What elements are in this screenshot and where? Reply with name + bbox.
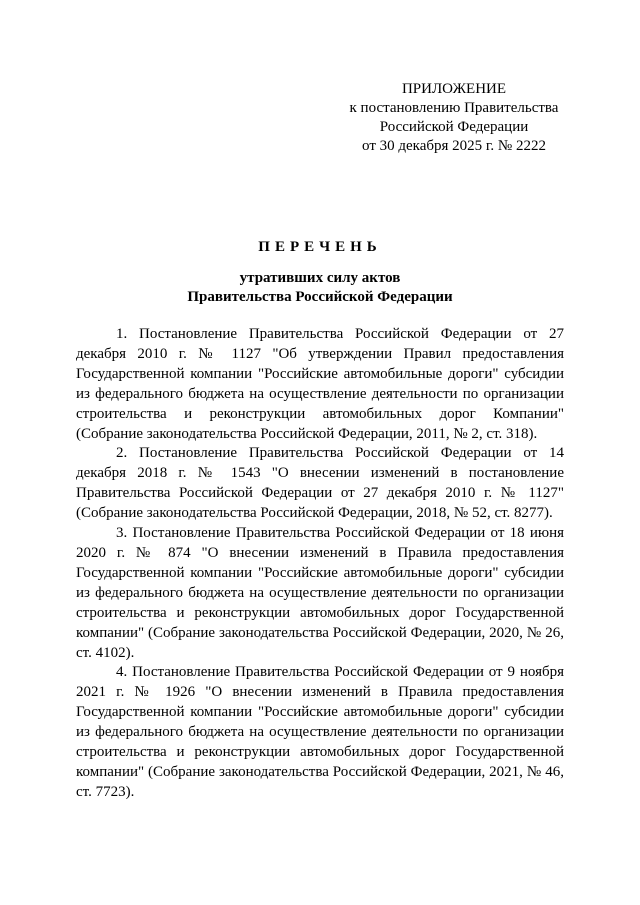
list-item-3: 3. Постановление Правительства Российской Федерации от 18 июня 2020 г. № 874 "О внесении изменений в Правила предоставления Государственной компании "Российские автомобильные дороги" субсидии из федерального бюджета на осуществление деятельности по организации строительства и реконструкции автомобильных дорог Государственной компании" (Собрание законодательства Российской Федерации, 2020, № 26, ст. 4102).	[76, 525, 564, 661]
subtitle-line-1: утративших силу актов	[239, 270, 401, 286]
appendix-authority: Российской Федерации	[379, 119, 529, 135]
appendix-date-number: от 30 декабря 2025 г. № 2222	[362, 138, 546, 154]
appendix-header	[334, 80, 574, 156]
list-item-2: 2. Постановление Правительства Российской Федерации от 14 декабря 2018 г. № 1543 "О внесении изменений в постановление Правительства Российской Федерации от 27 декабря 2010 г. № 1127" (Собрание законодательства Российской Федерации, 2018, № 52, ст. 8277).	[76, 445, 564, 522]
subtitle-line-2: Правительства Российской Федерации	[187, 289, 453, 305]
list-item-4: 4. Постановление Правительства Российской Федерации от 9 ноября 2021 г. № 1926 "О внесении изменений в Правила предоставления Государственной компании "Российские автомобильные дороги" субсидии из федерального бюджета на осуществление деятельности по организации строительства и реконструкции автомобильных дорог Государственной компании" (Собрание законодательства Российской Федерации, 2021, № 46, ст. 7723).	[76, 664, 564, 800]
title-block	[0, 238, 640, 307]
document-title: ПЕРЕЧЕНЬ	[258, 239, 382, 255]
appendix-reference: к постановлению Правительства	[349, 100, 559, 116]
appendix-label: ПРИЛОЖЕНИЕ	[401, 81, 507, 97]
list-item-1: 1. Постановление Правительства Российской Федерации от 27 декабря 2010 г. № 1127 "Об утверждении Правил предоставления Государственной компании "Российские автомобильные дороги" субсидии из федерального бюджета на осуществление деятельности по организации строительства и реконструкции автомобильных дорог Компании" (Собрание законодательства Российской Федерации, 2011, № 2, ст. 318).	[76, 326, 564, 442]
document-body	[76, 325, 564, 803]
document-subtitle	[0, 269, 640, 307]
